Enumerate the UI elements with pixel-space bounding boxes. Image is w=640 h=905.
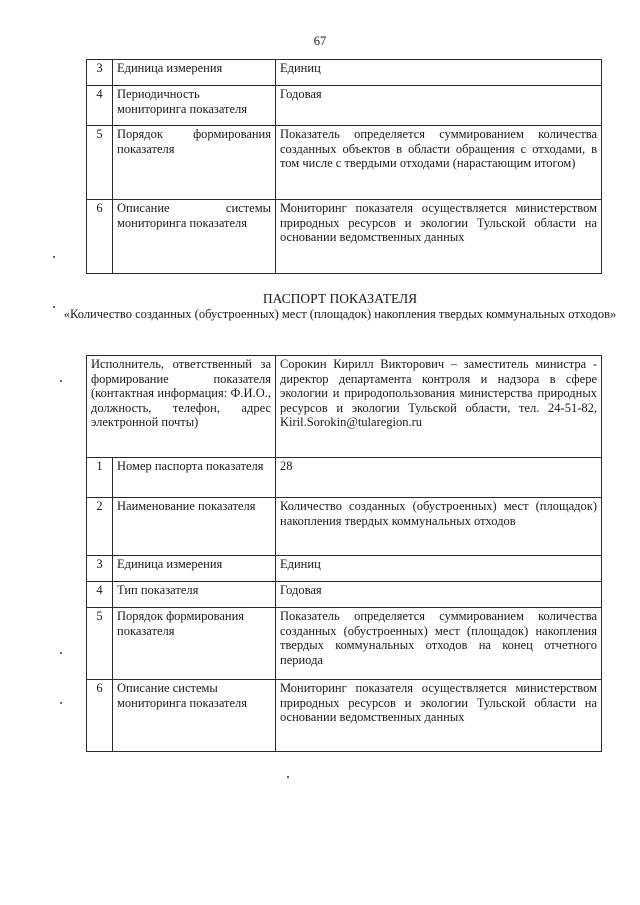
row-value: Мониторинг показателя осуществляется министерством природных ресурсов и экологии Тульской области на основании ведомственных данных [276, 200, 602, 274]
row-label: Номер паспорта показателя [113, 458, 276, 498]
row-number: 4 [87, 582, 113, 608]
table-row [87, 608, 602, 680]
row-value: Показатель определяется суммированием количества созданных (обустроенных) мест (площадок) накопления твердых коммунальных отходов на конец отчетного периода [276, 608, 602, 680]
row-number: 6 [87, 200, 113, 274]
row-value: Годовая [276, 582, 602, 608]
passport-heading [60, 291, 620, 322]
row-value: Показатель определяется суммированием количества созданных объектов в области обращения с отходами, в том числе с твердыми отходами (нарастающим итогом) [276, 126, 602, 200]
passport-table [86, 355, 602, 752]
row-label: Наименование показателя [113, 498, 276, 556]
scan-speck [60, 702, 62, 704]
row-value: Единиц [276, 556, 602, 582]
row-number: 3 [87, 556, 113, 582]
row-value: Количество созданных (обустроенных) мест (площадок) накопления твердых коммунальных отходов [276, 498, 602, 556]
row-label: Порядок формирования показателя [113, 608, 276, 680]
row-number: 2 [87, 498, 113, 556]
table-row [87, 582, 602, 608]
table-row [87, 458, 602, 498]
row-label: Порядок формирования показателя [113, 126, 276, 200]
table-row [87, 680, 602, 752]
row-number: 4 [87, 86, 113, 126]
table-row [87, 126, 602, 200]
table-row [87, 498, 602, 556]
row-number: 5 [87, 126, 113, 200]
row-number: 6 [87, 680, 113, 752]
table-row [87, 356, 602, 458]
row-label: Тип показателя [113, 582, 276, 608]
scan-speck [287, 776, 289, 778]
row-label: Единица измерения [113, 556, 276, 582]
table-row [87, 200, 602, 274]
row-value: Годовая [276, 86, 602, 126]
table-row [87, 556, 602, 582]
scan-speck [53, 306, 55, 308]
row-label: Описание системы мониторинга показателя [113, 200, 276, 274]
page-number: 67 [313, 34, 327, 48]
scan-speck [60, 652, 62, 654]
scan-speck [60, 380, 62, 382]
row-number: 3 [87, 60, 113, 86]
table-row [87, 60, 602, 86]
passport-subtitle: «Количество созданных (обустроенных) мест (площадок) накопления твердых коммунальных отходов» [63, 307, 617, 321]
row-number: 1 [87, 458, 113, 498]
row-value: Мониторинг показателя осуществляется министерством природных ресурсов и экологии Тульской области на основании ведомственных данных [276, 680, 602, 752]
indicator-table-continuation [86, 59, 602, 274]
row-value: 28 [276, 458, 602, 498]
executor-label: Исполнитель, ответственный за формирование показателя (контактная информация: Ф.И.О., должность, телефон, адрес электронной почты) [87, 356, 276, 458]
passport-title: ПАСПОРТ ПОКАЗАТЕЛЯ [262, 291, 418, 306]
row-label: Описание системы мониторинга показателя [113, 680, 276, 752]
row-value: Единиц [276, 60, 602, 86]
row-number: 5 [87, 608, 113, 680]
scan-speck [53, 256, 55, 258]
executor-value: Сорокин Кирилл Викторович – заместитель министра - директор департамента контроля и надзора в сфере экологии и природопользования министерства природных ресурсов и экологии Тульской области, тел. 24-51-82, Kiril.Sorokin@tularegion.ru [276, 356, 602, 458]
row-label: Периодичность мониторинга показателя [113, 86, 276, 126]
row-label: Единица измерения [113, 60, 276, 86]
table-row [87, 86, 602, 126]
